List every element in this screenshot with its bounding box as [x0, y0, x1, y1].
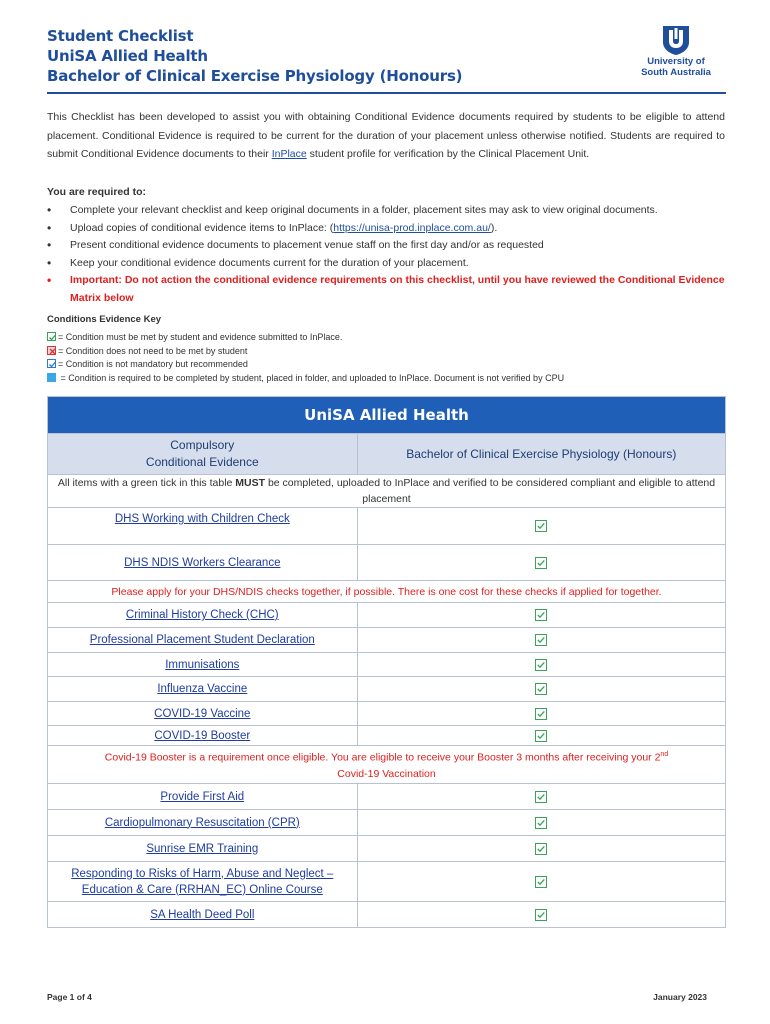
- table-row: [48, 810, 726, 836]
- key-text: = Condition is required to be completed by student, placed in folder, and uploaded to InPlace. Document is not verified by CPU: [60, 372, 565, 383]
- key-text: = Condition must be met by student and evidence submitted to InPlace.: [58, 332, 343, 342]
- list-item: • Keep your conditional evidence documents current for the duration of your placement.: [47, 255, 732, 273]
- logo-text-line1: University of: [647, 56, 705, 67]
- item-link[interactable]: Provide First Aid: [160, 790, 245, 803]
- green-check-icon: [535, 876, 547, 888]
- red-cross-icon: [47, 346, 56, 355]
- header-faculty: UniSA Allied Health: [47, 47, 208, 65]
- important-notice: • Important: Do not action the conditional evidence requirements on this checklist, until you have reviewed the Conditional Evidence Matrix below: [47, 272, 732, 307]
- upload-text: Upload copies of conditional evidence items to InPlace: (: [70, 221, 334, 234]
- note-row: Please apply for your DHS/NDIS checks together, if possible. There is one cost for these checks if applied for together.: [48, 581, 726, 603]
- document-header: [47, 26, 462, 86]
- green-check-icon: [535, 609, 547, 621]
- green-check-icon: [535, 909, 547, 921]
- green-check-icon: [47, 332, 56, 341]
- key-text: = Condition is not mandatory but recommended: [58, 359, 248, 369]
- intro-text-end: student profile for verification by the Clinical Placement Unit.: [306, 148, 590, 160]
- item-link[interactable]: COVID-19 Vaccine: [154, 707, 251, 720]
- green-check-icon: [535, 817, 547, 829]
- item-link[interactable]: Cardiopulmonary Resuscitation (CPR): [104, 816, 300, 829]
- table-row: [48, 603, 726, 628]
- table-row: [48, 508, 726, 545]
- key-title: Conditions Evidence Key: [47, 314, 162, 325]
- requirements-list: [47, 202, 732, 307]
- green-check-icon: [535, 791, 547, 803]
- university-crest-icon: [661, 24, 691, 56]
- list-item: • Present conditional evidence documents to placement venue staff on the first day and/or as requested: [47, 237, 732, 255]
- green-check-icon: [535, 843, 547, 855]
- table-banner: UniSA Allied Health: [48, 397, 726, 434]
- item-link[interactable]: COVID-19 Booster: [154, 729, 251, 742]
- key-row: [47, 331, 564, 345]
- green-check-icon: [535, 634, 547, 646]
- column-header-program: Bachelor of Clinical Exercise Physiology (Honours): [357, 434, 725, 475]
- blue-square-icon: [47, 373, 56, 382]
- instruction-row: All items with a green tick in this table MUST be completed, uploaded to InPlace and verified to be considered compliant and eligible to attend placement: [48, 475, 726, 508]
- green-check-icon: [535, 683, 547, 695]
- green-check-icon: [535, 557, 547, 569]
- item-link[interactable]: SA Health Deed Poll: [150, 908, 255, 921]
- column-header-evidence: Compulsory Conditional Evidence: [48, 434, 358, 475]
- note-row: Covid-19 Booster is a requirement once eligible. You are eligible to receive your Booster 3 months after receiving your 2nd Covid-19 Vaccination: [48, 746, 726, 784]
- table-row: [48, 902, 726, 928]
- key-row: [47, 372, 564, 386]
- item-link[interactable]: Sunrise EMR Training: [146, 842, 259, 855]
- evidence-key: [47, 331, 564, 385]
- table-row: [48, 726, 726, 746]
- table-row: [48, 653, 726, 677]
- table-row: [48, 784, 726, 810]
- key-row: [47, 358, 564, 372]
- header-divider: [47, 92, 726, 94]
- item-link[interactable]: Responding to Risks of Harm, Abuse and Neglect – Education & Care (RRHAN_EC) Online Course: [71, 867, 334, 896]
- table-row: [48, 545, 726, 581]
- item-link[interactable]: DHS NDIS Workers Clearance: [124, 556, 281, 569]
- logo-text-line2: South Australia: [641, 67, 711, 78]
- item-link[interactable]: DHS Working with Children Check: [114, 513, 290, 525]
- document-date: January 2023: [653, 992, 707, 1002]
- item-link[interactable]: Influenza Vaccine: [157, 683, 248, 695]
- table-row: [48, 677, 726, 702]
- requirements-title: You are required to:: [47, 186, 146, 198]
- table-header-row: [48, 434, 726, 475]
- table-row: [48, 862, 726, 902]
- page-number: Page 1 of 4: [47, 992, 92, 1002]
- list-item: • Complete your relevant checklist and keep original documents in a folder, placement sites may ask to view original documents.: [47, 202, 732, 220]
- item-link[interactable]: Criminal History Check (CHC): [125, 609, 279, 621]
- green-check-icon: [535, 708, 547, 720]
- header-title: Student Checklist: [47, 27, 194, 45]
- list-item: [47, 220, 732, 238]
- item-link[interactable]: Immunisations: [165, 658, 240, 671]
- upload-text-end: ).: [490, 221, 498, 234]
- header-program: Bachelor of Clinical Exercise Physiology (Honours): [47, 67, 463, 85]
- key-row: [47, 345, 564, 359]
- table-row: [48, 836, 726, 862]
- intro-paragraph: [47, 108, 725, 164]
- university-logo: [626, 24, 726, 78]
- green-check-icon: [535, 730, 547, 742]
- evidence-matrix-table: [47, 396, 726, 928]
- blue-check-icon: [47, 359, 56, 368]
- inplace-link[interactable]: InPlace: [271, 148, 307, 160]
- intro-text: This Checklist has been developed to assist you with obtaining Conditional Evidence documents required by students to be eligible to attend placement. Conditional Evidence is required to be current for the duration of your placement unless otherwise notified. Students are required to submit Conditional Evidence documents to their: [47, 111, 725, 160]
- table-row: [48, 628, 726, 653]
- inplace-url-link[interactable]: https://unisa-prod.inplace.com.au/: [333, 221, 491, 234]
- table-row: [48, 702, 726, 726]
- item-link[interactable]: Professional Placement Student Declaration: [89, 634, 315, 646]
- key-text: = Condition does not need to be met by student: [58, 345, 248, 356]
- green-check-icon: [535, 659, 547, 671]
- green-check-icon: [535, 520, 547, 532]
